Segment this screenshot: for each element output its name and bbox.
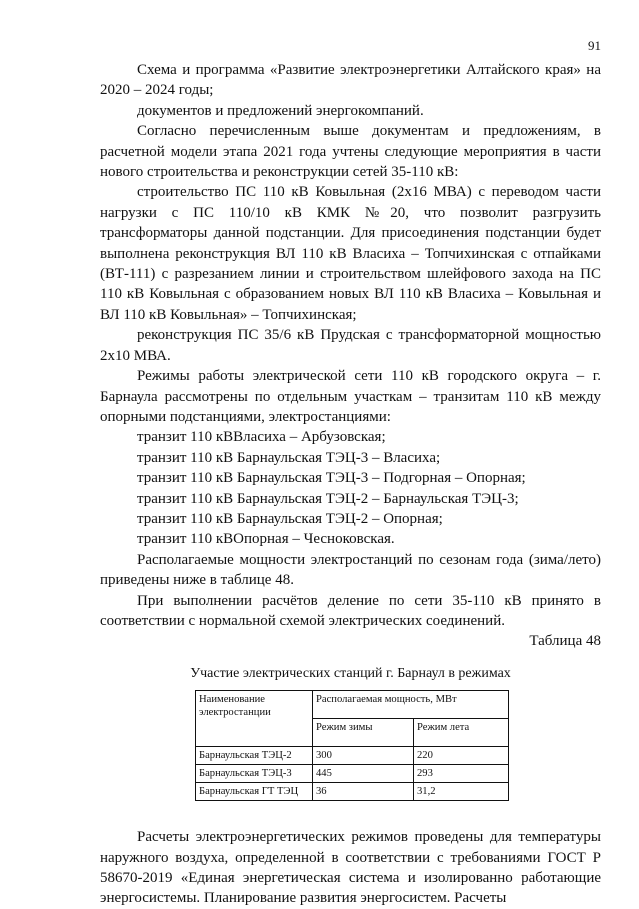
list-item: транзит 110 кВОпорная – Чесноковская. — [137, 531, 395, 548]
table-header-summer: Режим лета — [414, 719, 509, 747]
table-cell-name: Барнаульская ГТ ТЭЦ — [196, 783, 313, 801]
table-cell-name: Барнаульская ТЭЦ-2 — [196, 747, 313, 765]
document-body — [100, 60, 601, 909]
table-cell-winter: 445 — [313, 765, 414, 783]
paragraph: Расчеты электроэнергетических режимов проведены для температуры наружного воздуха, определенной в соответствии с требованиями ГОСТ Р 58670-2019 «Единая энергетическая система и изолированно работающие энергосистемы. Планирование развития энергосистем. Расчеты — [100, 829, 601, 907]
page-number: 91 — [588, 38, 601, 53]
paragraph: Схема и программа «Развитие электроэнергетики Алтайского края» на 2020 – 2024 годы; — [100, 62, 601, 99]
paragraph: строительство ПС 110 кВ Ковыльная (2х16 МВА) с переводом части нагрузки с ПС 110/10 кВ КМК №20, что позволит разгрузить трансформаторы данной подстанции. Для присоединения подстанции будет выполнена реконструкция ВЛ 110 кВ Власиха – Топчихинская с отпайками (ВТ-111) с разрезанием линии и строительством шлейфового захода на ПС 110 кВ Ковыльная с образованием новых ВЛ 110 кВ Власиха – Ковыльная и ВЛ 110 кВ Ковыльная» – Топчихинская; — [100, 184, 601, 323]
table-header-winter: Режим зимы — [313, 719, 414, 747]
paragraph: Согласно перечисленным выше документам и предложениям, в расчетной модели этапа 2021 года учтены следующие мероприятия в части нового строительства и реконструкции сетей 35-110 кВ: — [100, 123, 601, 181]
table-label: Таблица 48 — [529, 633, 601, 650]
table-header-power: Располагаемая мощность, МВт — [313, 691, 509, 719]
paragraph: Режимы работы электрической сети 110 кВ городского округа – г. Барнаула рассмотрены по отдельным участкам – транзитам 110 кВ между опорными подстанциями, электростанциями: — [100, 368, 601, 425]
list-item: транзит 110 кВ Барнаульская ТЭЦ-2 – Барнаульская ТЭЦ-3; — [137, 490, 519, 507]
paragraph: документов и предложений энергокомпаний. — [137, 102, 424, 119]
table-cell-summer: 220 — [414, 747, 509, 765]
paragraph: реконструкция ПС 35/6 кВ Прудская с трансформаторной мощностью 2х10 МВА. — [100, 327, 601, 364]
list-item: транзит 110 кВВласиха – Арбузовская; — [137, 429, 386, 446]
table-caption: Участие электрических станций г. Барнаул в режимах — [190, 665, 511, 681]
table-cell-summer: 293 — [414, 765, 509, 783]
table-row — [196, 747, 509, 765]
table-row — [196, 783, 509, 801]
table-cell-winter: 36 — [313, 783, 414, 801]
paragraph: При выполнении расчётов деление по сети 35-110 кВ принято в соответствии с нормальной схемой электрических соединений. — [100, 592, 601, 629]
paragraph: Располагаемые мощности электростанций по сезонам года (зима/лето) приведены ниже в таблице 48. — [100, 551, 601, 589]
power-table — [195, 690, 509, 801]
list-item: транзит 110 кВ Барнаульская ТЭЦ-3 – Власиха; — [137, 449, 441, 466]
table-cell-summer: 31,2 — [414, 783, 509, 801]
table-row — [196, 765, 509, 783]
table-header-name: Наименование электростанции — [196, 691, 313, 747]
list-item: транзит 110 кВ Барнаульская ТЭЦ-2 – Опорная; — [137, 510, 443, 527]
table-cell-name: Барнаульская ТЭЦ-3 — [196, 765, 313, 783]
table-cell-winter: 300 — [313, 747, 414, 765]
list-item: транзит 110 кВ Барнаульская ТЭЦ-3 – Подгорная – Опорная; — [137, 470, 526, 487]
